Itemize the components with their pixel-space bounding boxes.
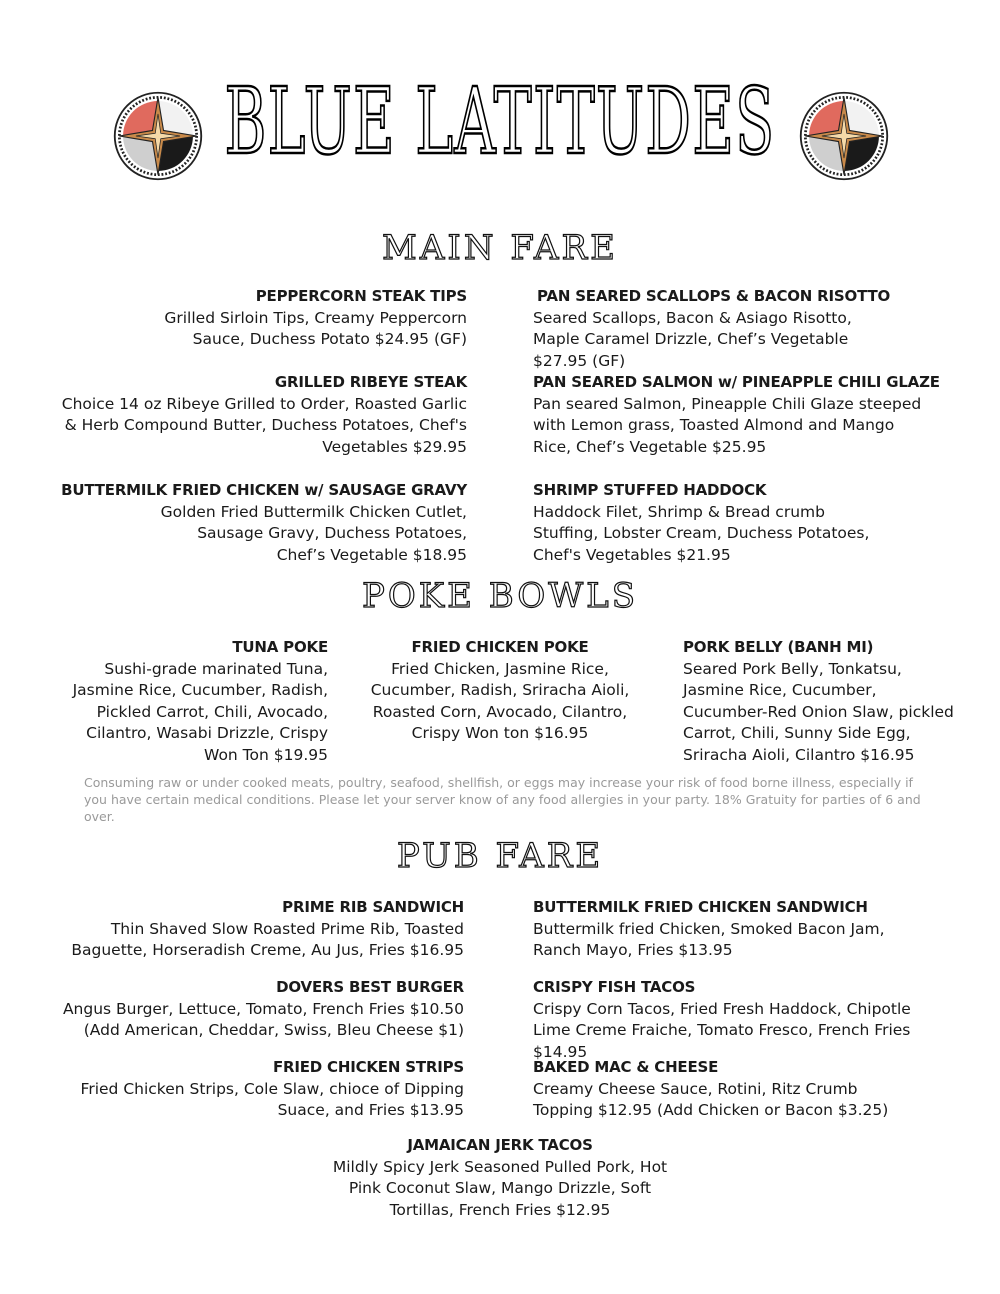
section-title-pub-fare: PUB FARE xyxy=(396,836,604,876)
item-name: JAMAICAN JERK TACOS xyxy=(407,1136,593,1154)
item-desc: Fried Chicken Strips, Cole Slaw, chioce of Dipping Suace, and Fries $13.95 xyxy=(80,1079,464,1119)
menu-item xyxy=(533,977,943,1063)
item-name: PORK BELLY (BANH MI) xyxy=(683,638,874,656)
disclaimer: Consuming raw or under cooked meats, poultry, seafood, shellfish, or eggs may increase your risk of food borne illness, especially if you have certain medical conditions. Please let your server know of any food allergies in your party. 18% Gratuity for parties of 6 and over. xyxy=(84,775,921,824)
item-desc: Creamy Cheese Sauce, Rotini, Ritz Crumb Topping $12.95 (Add Chicken or Bacon $3.25) xyxy=(533,1079,889,1119)
item-name: SHRIMP STUFFED HADDOCK xyxy=(533,481,767,499)
menu-item xyxy=(70,637,328,766)
item-name: FRIED CHICKEN POKE xyxy=(411,638,589,656)
item-desc: Thin Shaved Slow Roasted Prime Rib, Toasted Baguette, Horseradish Creme, Au Jus, Fries $16.95 xyxy=(71,919,464,959)
compass-rose-icon xyxy=(798,90,890,182)
menu-item xyxy=(60,372,467,458)
menu-item xyxy=(683,637,963,766)
item-name: PEPPERCORN STEAK TIPS xyxy=(255,287,467,305)
item-desc: Golden Fried Buttermilk Chicken Cutlet, Sausage Gravy, Duchess Potatoes, Chef’s Vegetable $18.95 xyxy=(160,502,467,564)
item-desc: Angus Burger, Lettuce, Tomato, French Fries $10.50 (Add American, Cheddar, Swiss, Bleu Cheese $1) xyxy=(62,999,464,1039)
item-name: FRIED CHICKEN STRIPS xyxy=(272,1058,464,1076)
item-name: DOVERS BEST BURGER xyxy=(276,978,464,996)
item-desc: Mildly Spicy Jerk Seasoned Pulled Pork, Hot Pink Coconut Slaw, Mango Drizzle, Soft Tortillas, French Fries $12.95 xyxy=(332,1157,668,1219)
menu-item xyxy=(533,1057,933,1122)
menu-item xyxy=(533,897,933,962)
menu-item xyxy=(330,1135,670,1221)
item-desc: Seared Pork Belly, Tonkatsu, Jasmine Rice, Cucumber, Cucumber-Red Onion Slaw, pickled Carrot, Chili, Sunny Side Egg, Sriracha Aioli, Cilantro $16.95 xyxy=(683,659,954,764)
menu-item xyxy=(533,286,933,372)
menu-item xyxy=(60,1057,464,1122)
menu-item xyxy=(533,480,913,566)
item-name: BUTTERMILK FRIED CHICKEN w/ SAUSAGE GRAVY xyxy=(61,481,467,499)
item-name: PAN SEARED SALMON w/ PINEAPPLE CHILI GLAZE xyxy=(533,373,940,391)
menu-item xyxy=(60,897,464,962)
item-desc: Buttermilk fried Chicken, Smoked Bacon Jam, Ranch Mayo, Fries $13.95 xyxy=(533,919,885,959)
section-title-poke-bowls: POKE BOWLS xyxy=(361,576,639,616)
item-desc: Choice 14 oz Ribeye Grilled to Order, Roasted Garlic & Herb Compound Butter, Duchess Potatoes, Chef's Vegetables $29.95 xyxy=(61,394,467,456)
item-desc: Fried Chicken, Jasmine Rice, Cucumber, Radish, Sriracha Aioli, Roasted Corn, Avocado, Cilantro, Crispy Won ton $16.95 xyxy=(370,659,630,742)
menu-item xyxy=(60,286,467,351)
item-name: CRISPY FISH TACOS xyxy=(533,978,696,996)
item-name: BAKED MAC & CHEESE xyxy=(533,1058,719,1076)
menu-item xyxy=(60,480,467,566)
menu-item xyxy=(533,372,943,458)
section-title-main-fare: MAIN FARE xyxy=(382,228,618,268)
item-desc: Seared Scallops, Bacon & Asiago Risotto, Maple Caramel Drizzle, Chef’s Vegetable $27.95 (GF) xyxy=(533,308,852,370)
item-desc: Pan seared Salmon, Pineapple Chili Glaze steeped with Lemon grass, Toasted Almond and Mango Rice, Chef’s Vegetable $25.95 xyxy=(533,394,922,456)
menu-item xyxy=(60,977,464,1042)
item-name: TUNA POKE xyxy=(232,638,328,656)
item-desc: Grilled Sirloin Tips, Creamy Peppercorn Sauce, Duchess Potato $24.95 (GF) xyxy=(164,308,467,348)
item-name: GRILLED RIBEYE STEAK xyxy=(274,373,467,391)
menu-item xyxy=(370,637,630,745)
item-desc: Sushi-grade marinated Tuna, Jasmine Rice, Cucumber, Radish, Pickled Carrot, Chili, Avocado, Cilantro, Wasabi Drizzle, Crispy Won Ton $19.95 xyxy=(72,659,328,764)
item-desc: Crispy Corn Tacos, Fried Fresh Haddock, Chipotle Lime Creme Fraiche, Tomato Fresco, French Fries $14.95 xyxy=(533,999,911,1061)
brand-title: BLUE LATITUDES xyxy=(224,68,776,175)
item-name: BUTTERMILK FRIED CHICKEN SANDWICH xyxy=(533,898,868,916)
item-desc: Haddock Filet, Shrimp & Bread crumb Stuffing, Lobster Cream, Duchess Potatoes, Chef's Vegetables $21.95 xyxy=(533,502,870,564)
item-name: PRIME RIB SANDWICH xyxy=(282,898,464,916)
item-name: PAN SEARED SCALLOPS & BACON RISOTTO xyxy=(537,287,891,305)
